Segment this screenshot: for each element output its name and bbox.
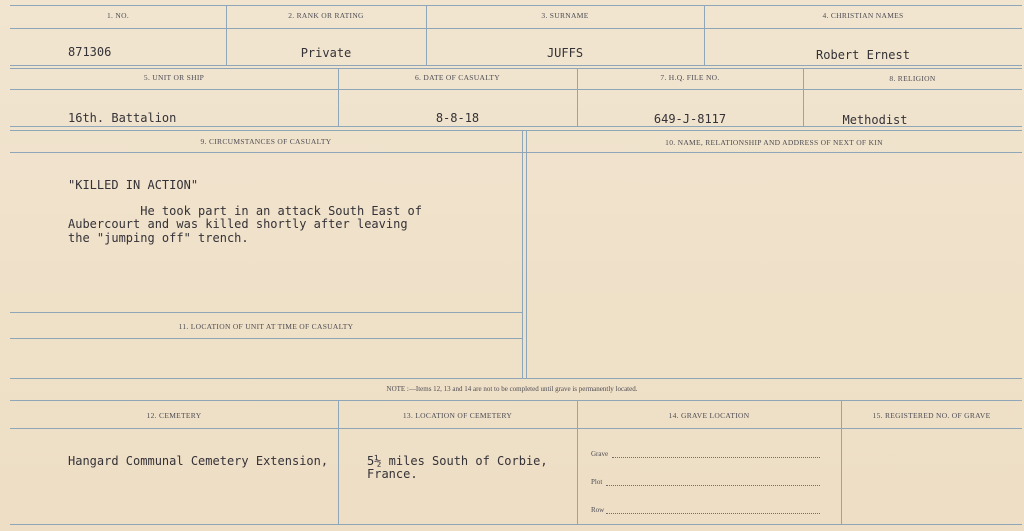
rule-bottom <box>10 524 1022 525</box>
header-cemetery: 12. CEMETERY <box>146 411 202 420</box>
rule-note-bottom <box>10 400 1022 401</box>
circumstances-line-3: Aubercourt and was killed shortly after leaving <box>68 217 408 231</box>
rule-row4-header <box>10 428 1022 429</box>
header-religion: 8. RELIGION <box>889 74 936 83</box>
rule-row1-bottom <box>10 65 1022 66</box>
header-unit: 5. UNIT OR SHIP <box>143 73 205 82</box>
rule-top <box>10 5 1022 6</box>
circumstances-line-4: the "jumping off" trench. <box>68 231 249 245</box>
rank-value: Private <box>300 46 352 60</box>
header-file-no: 7. H.Q. FILE NO. <box>660 73 720 82</box>
service-number: 871306 <box>68 45 112 59</box>
rule-row3-header <box>10 152 1022 153</box>
cemetery-value: Hangard Communal Cemetery Extension, <box>68 454 329 468</box>
header-location-of-unit: 11. LOCATION OF UNIT AT TIME OF CASUALTY <box>178 322 354 331</box>
rule-row3-top <box>10 130 1022 131</box>
rule-row1-header <box>10 28 1022 29</box>
header-christian-names: 4. CHRISTIAN NAMES <box>822 11 904 20</box>
circumstances-line-2: He took part in an attack South East of <box>68 204 423 218</box>
row-dotted-line <box>606 513 820 514</box>
rule-row3-split <box>10 312 522 313</box>
rule-location-header <box>10 338 522 339</box>
col-rule-r3-left <box>522 130 523 378</box>
date-of-casualty-value: 8-8-18 <box>435 111 480 125</box>
christian-names-value: Robert Ernest <box>816 48 910 62</box>
religion-value: Methodist <box>842 113 908 127</box>
grave-label: Grave <box>591 450 609 458</box>
col-rule-r3-right <box>526 130 527 378</box>
cemetery-location-line-2: France. <box>367 467 418 481</box>
header-date-of-casualty: 6. DATE OF CASUALTY <box>414 73 500 82</box>
header-location-of-cemetery: 13. LOCATION OF CEMETERY <box>402 411 513 420</box>
header-rank: 2. RANK OR RATING <box>288 11 364 20</box>
file-no-value: 649-J-8117 <box>653 112 727 126</box>
rule-row3-bottom <box>10 378 1022 379</box>
header-no: 1. NO. <box>106 11 129 20</box>
rule-row2-header <box>10 89 1022 90</box>
unit-value: 16th. Battalion <box>68 111 177 125</box>
plot-label: Plot <box>591 478 603 486</box>
rule-row2-top <box>10 68 1022 69</box>
circumstances-line-1: "KILLED IN ACTION" <box>68 178 199 192</box>
grave-dotted-line <box>612 457 820 458</box>
plot-dotted-line <box>606 485 820 486</box>
cemetery-location-line-1: 5½ miles South of Corbie, <box>367 454 548 468</box>
header-surname: 3. SURNAME <box>541 11 589 20</box>
surname-value: JUFFS <box>546 46 584 60</box>
header-next-of-kin: 10. NAME, RELATIONSHIP AND ADDRESS OF NEXT OF KIN <box>665 138 883 147</box>
header-grave-location: 14. GRAVE LOCATION <box>668 411 750 420</box>
note-text: NOTE :—Items 12, 13 and 14 are not to be completed until grave is permanently located. <box>386 385 638 393</box>
header-registered-no: 15. REGISTERED NO. OF GRAVE <box>872 411 991 420</box>
header-circumstances: 9. CIRCUMSTANCES OF CASUALTY <box>200 137 332 146</box>
row-label: Row <box>591 506 605 514</box>
